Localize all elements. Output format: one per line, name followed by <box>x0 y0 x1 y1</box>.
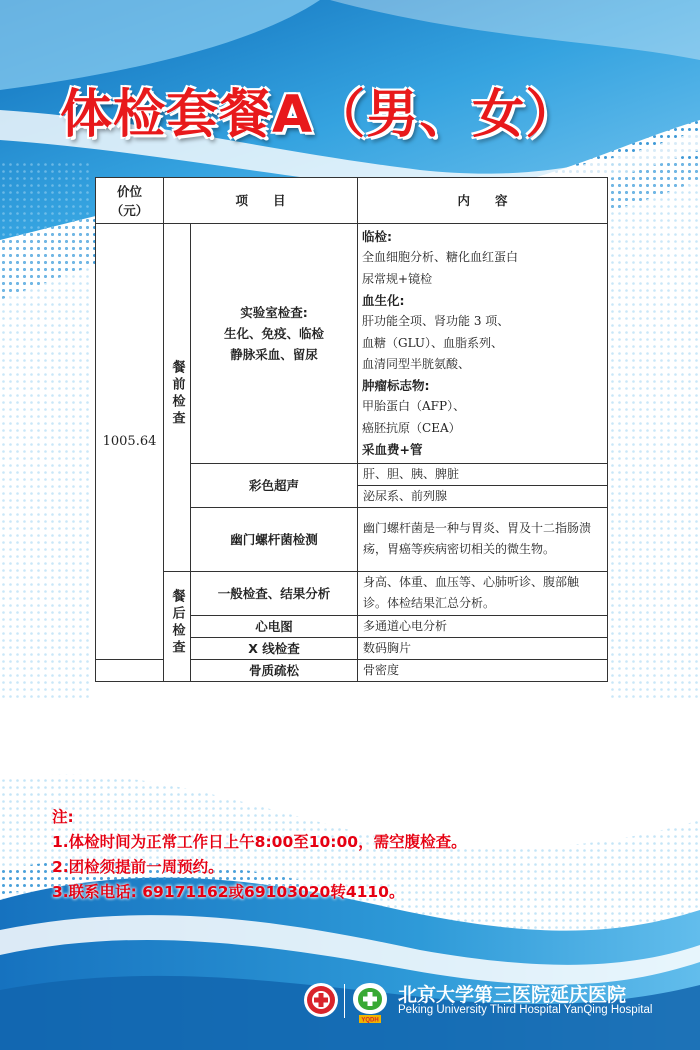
content-general <box>358 571 608 615</box>
lab-tests-content-list <box>362 226 603 460</box>
package-table <box>95 177 608 682</box>
after-meal-label: 餐后检查 <box>169 588 185 657</box>
item-hpylori-label: 幽门螺杆菌检测 <box>230 531 318 547</box>
header-content <box>358 178 608 224</box>
lab-content-line: 尿常规+镜检 <box>362 271 433 286</box>
item-ecg <box>191 615 358 637</box>
lab-section-heading: 血生化: <box>362 292 405 308</box>
hpylori-text: 幽门螺杆菌是一种与胃炎、胃及十二指肠溃疡，胃癌等疾病密切相关的微生物。 <box>363 521 592 557</box>
bone-text: 骨密度 <box>363 663 400 678</box>
lab-section-heading: 肿瘤标志物: <box>362 378 430 394</box>
item-hpylori <box>191 507 358 571</box>
item-ecg-label: 心电图 <box>255 618 293 634</box>
item-xray-label: X 线检查 <box>248 640 300 656</box>
page-title: 体检套餐A（男、女） <box>60 85 579 145</box>
note-line-3: 3.联系电话: 69171162或69103020转4110。 <box>52 883 405 901</box>
content-ultrasound-1 <box>358 463 608 485</box>
item-bone <box>191 659 358 681</box>
ultrasound-line-1: 肝、胆、胰、脾脏 <box>363 467 460 482</box>
header-items-label: 项 目 <box>235 193 286 209</box>
item-ultrasound-label: 彩色超声 <box>249 477 300 493</box>
content-ecg <box>358 615 608 637</box>
table-header-row <box>96 178 608 224</box>
item-lab-tests <box>191 224 358 464</box>
note-line-1: 1.体检时间为正常工作日上午8:00至10:00，需空腹检查。 <box>52 833 467 851</box>
lab-content-line: 癌胚抗原（CEA） <box>362 420 461 435</box>
lab-content-line: 全血细胞分析、糖化血红蛋白 <box>362 250 519 265</box>
after-meal-label-cell <box>164 571 191 681</box>
lab-content-line: 血糖（GLU）、血脂系列、 <box>362 335 504 350</box>
table-row <box>96 224 608 464</box>
header-price <box>96 178 164 224</box>
notes <box>52 805 467 905</box>
lab-content-line: 血清同型半胱氨酸、 <box>362 356 471 371</box>
content-ultrasound-2 <box>358 485 608 507</box>
item-xray <box>191 637 358 659</box>
price-value: 1005.64 <box>102 434 157 449</box>
general-text: 身高、体重、血压等、心肺听诊、腹部触诊。体检结果汇总分析。 <box>363 575 580 611</box>
before-meal-label: 餐前检查 <box>169 359 185 428</box>
before-meal-label-cell <box>164 224 191 572</box>
xray-text: 数码胸片 <box>363 641 412 656</box>
item-bone-label: 骨质疏松 <box>249 662 300 678</box>
header-price-label: 价位 （元） <box>110 183 149 218</box>
note-line-2: 2.团检须提前一周预约。 <box>52 858 224 876</box>
ultrasound-line-2: 泌尿系、前列腺 <box>363 489 448 504</box>
content-hpylori <box>358 507 608 571</box>
lab-content-line: 甲胎蛋白（AFP）、 <box>362 399 466 414</box>
yqdh-logo-icon <box>350 980 390 1024</box>
item-general-label: 一般检查、结果分析 <box>217 585 331 601</box>
lab-section-heading: 临检: <box>362 229 393 245</box>
lab-content-line: 肝功能全项、肾功能 3 项、 <box>362 314 510 329</box>
price-cell <box>96 224 164 660</box>
logo-text: YQDH <box>361 1017 379 1024</box>
content-lab-tests <box>358 224 608 464</box>
notes-heading: 注: <box>52 808 74 826</box>
content-xray <box>358 637 608 659</box>
ecg-text: 多通道心电分析 <box>363 619 448 634</box>
hospital-name-en: Peking University Third Hospital YanQing Hospital <box>398 1004 653 1016</box>
header-content-label: 内 容 <box>457 193 508 209</box>
table-row <box>96 571 608 615</box>
hospital-emblem-icon <box>303 982 339 1018</box>
lab-section-heading: 采血费+管 <box>362 442 423 458</box>
item-ultrasound <box>191 463 358 507</box>
item-general <box>191 571 358 615</box>
header-items <box>164 178 358 224</box>
price-spacer <box>96 659 164 681</box>
item-lab-tests-label: 实验室检查: 生化、免疫、临检 静脉采血、留尿 <box>224 304 325 362</box>
logo-separator <box>344 984 345 1018</box>
hospital-name-cn: 北京大学第三医院延庆医院 <box>398 984 627 1006</box>
content-bone <box>358 659 608 681</box>
